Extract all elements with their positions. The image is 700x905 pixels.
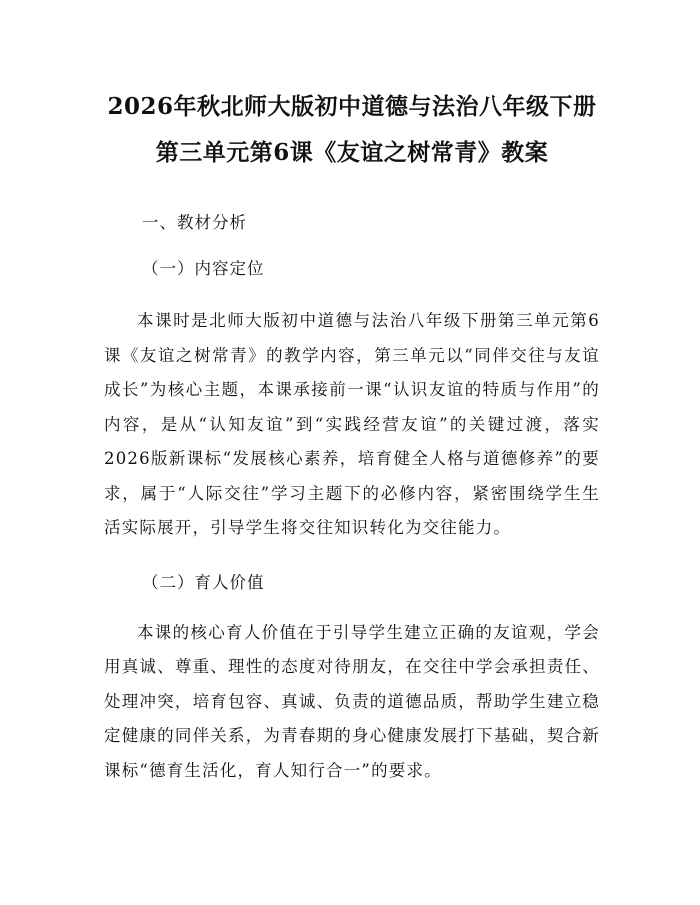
subsection-heading-content-positioning: （一）内容定位 [142,259,265,278]
paragraph-educational-value: 本课的核心育人价值在于引导学生建立正确的友谊观，学会用真诚、尊重、理性的态度对待朋友，在交往中学会承担责任、处理冲突，培育包容、真诚、负责的道德品质，帮助学生建立稳定健康的同伴关系，为青春期的身心健康发展打下基础，契合新课标“德育生活化，育人知行合一”的要求。 [104,622,600,780]
paragraph-content-positioning: 本课时是北师大版初中道德与法治八年级下册第三单元第6课《友谊之树常青》的教学内容，第三单元以“同伴交往与友谊成长”为核心主题，本课承接前一课“认识友谊的特质与作用”的内容，是从“认知友谊”到“实践经营友谊”的关键过渡，落实2026版新课标“发展核心素养，培育健全人格与道德修养”的要求，属于“人际交往”学习主题下的必修内容，紧密围绕学生生活实际展开，引导学生将交往知识转化为交往能力。 [104,311,600,537]
section-heading-textbook-analysis: 一、教材分析 [142,213,247,232]
document-title: 2026年秋北师大版初中道德与法治八年级下册第三单元第6课《友谊之树常青》教案 [107,93,597,166]
subsection-heading-educational-value: （二）育人价值 [142,572,265,592]
